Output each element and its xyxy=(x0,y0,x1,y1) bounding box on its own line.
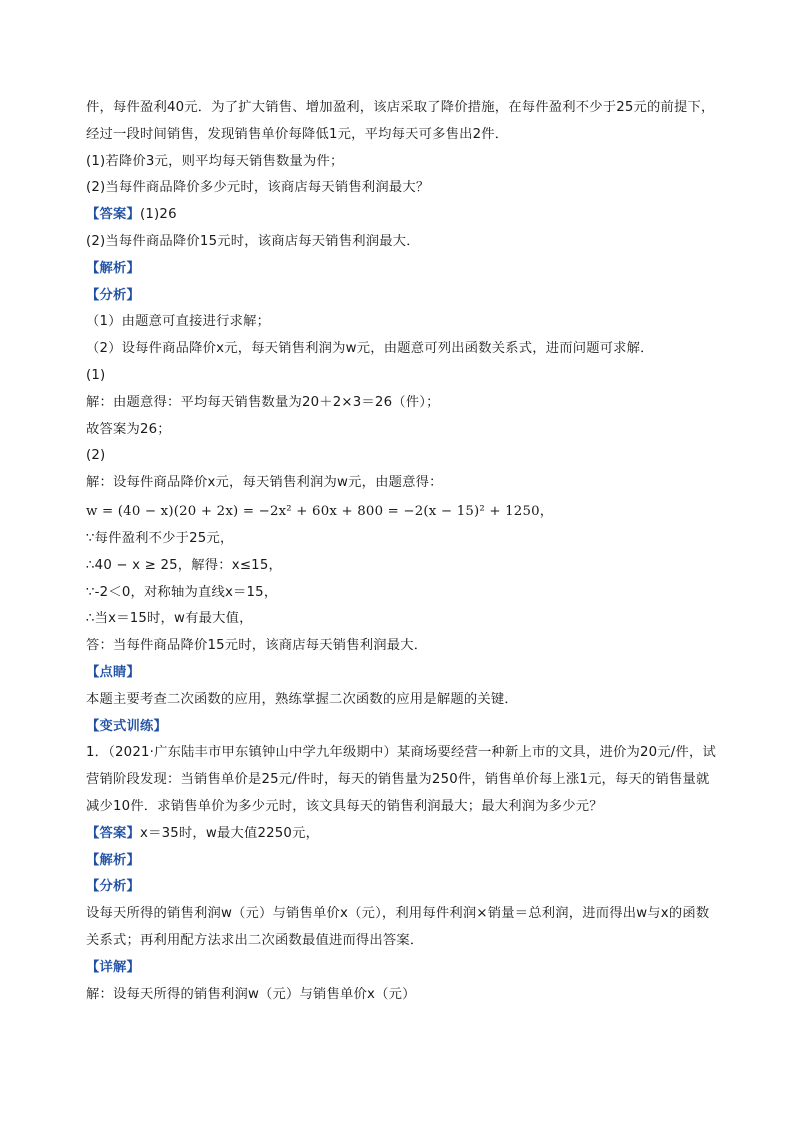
answer-text: (1)26 xyxy=(140,207,177,223)
fenxi2-line-2: 关系式；再利用配方法求出二次函数最值进而得出答案． xyxy=(86,932,424,948)
problem-question-2: (2)当每件商品降价多少元时，该商店每天销售利润最大？ xyxy=(86,180,430,196)
fenxi-line-1: （1）由题意可直接进行求解； xyxy=(86,314,271,330)
problem-line-2: 经过一段时间销售，发现销售单价每降低1元，平均每天可多售出2件． xyxy=(86,126,509,142)
problem-line-1: 件，每件盈利40元．为了扩大销售、增加盈利，该店采取了降价措施，在每件盈利不少于25元的前提下， xyxy=(86,100,715,115)
part2-line-3: ∵每件盈利不少于25元， xyxy=(86,530,234,546)
part2-label: (2) xyxy=(86,448,106,464)
answer2-text: x＝35时，w最大值2250元， xyxy=(140,825,320,841)
part2-line-6: ∴当x＝15时，w有最大值， xyxy=(86,611,253,627)
problem-question-1: (1)若降价3元，则平均每天销售数量为件； xyxy=(86,153,344,169)
fenxi2-line-1: 设每天所得的销售利润w（元）与销售单价x（元），利用每件利润×销量＝总利润，进而得出w与x的函数 xyxy=(86,906,710,922)
dianjing-tag: 【点睛】 xyxy=(86,664,140,680)
document-page xyxy=(86,95,726,1008)
question1-line-1: 1．（2021·广东陆丰市甲东镇钟山中学九年级期中）某商场要经营一种新上市的文具，进价为20元/件，试 xyxy=(86,745,716,761)
dianjing-text: 本题主要考查二次函数的应用，熟练掌握二次函数的应用是解题的关键． xyxy=(86,691,518,707)
answer-line-2: (2)当每件商品降价15元时，该商店每天销售利润最大． xyxy=(86,233,420,249)
answer2-line xyxy=(86,821,726,848)
part2-line-4: ∴40 − x ≥ 25，解得：x≤15， xyxy=(86,557,282,573)
answer2-tag: 【答案】 xyxy=(86,825,140,841)
question1-line-3: 减少10件．求销售单价为多少元时，该文具每天的销售利润最大；最大利润为多少元？ xyxy=(86,798,603,814)
variant-training-tag: 【变式训练】 xyxy=(86,718,167,734)
answer-line xyxy=(86,202,726,229)
analysis-tag: 【解析】 xyxy=(86,260,140,276)
analysis2-tag: 【解析】 xyxy=(86,852,140,868)
part2-line-5: ∵-2＜0，对称轴为直线x＝15， xyxy=(86,584,278,600)
answer-tag: 【答案】 xyxy=(86,207,140,223)
fenxi-line-2: （2）设每件商品降价x元，每天销售利润为w元，由题意可列出函数关系式，进而问题可求解． xyxy=(86,341,654,357)
fenxi-tag: 【分析】 xyxy=(86,287,140,303)
xiangjie-text: 解：设每天所得的销售利润w（元）与销售单价x（元） xyxy=(86,986,416,1002)
part2-line-7: 答：当每件商品降价15元时，该商店每天销售利润最大． xyxy=(86,638,428,654)
part2-formula: w = (40 − x)(20 + 2x) = −2x² + 60x + 800 = −2(x − 15)² + 1250， xyxy=(86,503,554,519)
part1-line-2: 故答案为26； xyxy=(86,421,171,437)
part1-label: (1) xyxy=(86,367,106,383)
fenxi2-tag: 【分析】 xyxy=(86,879,140,895)
xiangjie-tag: 【详解】 xyxy=(86,959,140,975)
part1-line-1: 解：由题意得：平均每天销售数量为20＋2×3＝26（件）； xyxy=(86,394,440,410)
part2-line-1: 解：设每件商品降价x元，每天销售利润为w元，由题意得： xyxy=(86,475,443,491)
question1-line-2: 营销阶段发现：当销售单价是25元/件时，每天的销售量为250件，销售单价每上涨1元，每天的销售量就 xyxy=(86,772,710,788)
